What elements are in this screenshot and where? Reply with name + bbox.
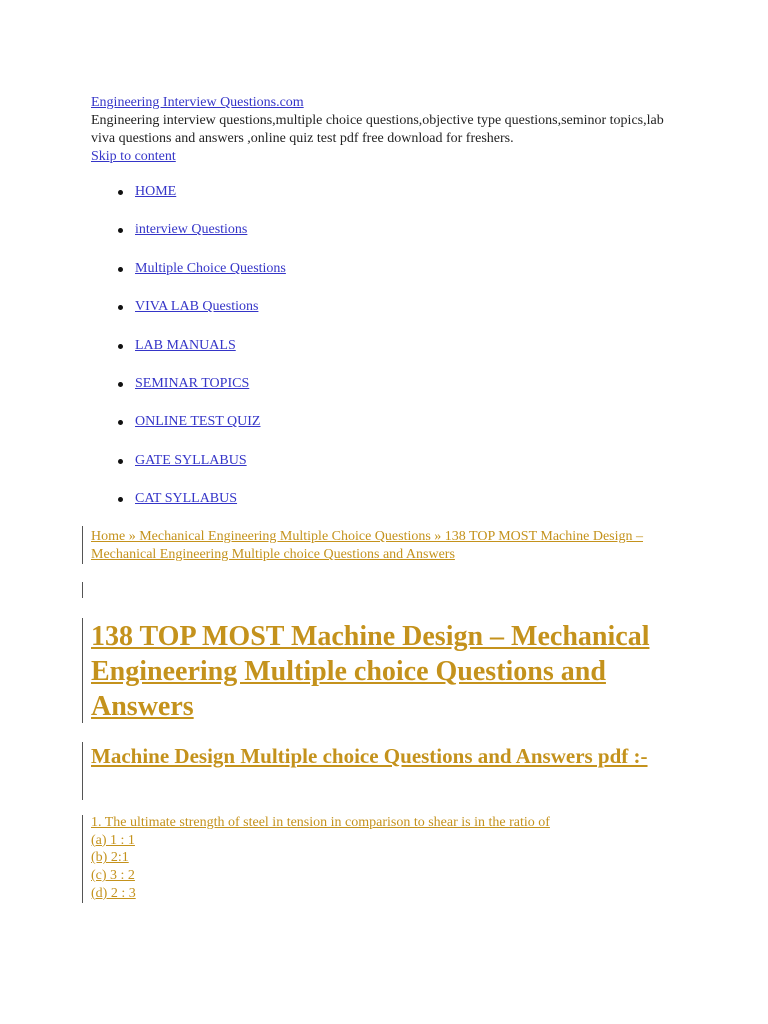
site-description: Engineering interview questions,multiple choice questions,objective type questions,seminor topics,lab viva questions and answers ,online quiz test pdf free download for freshers. bbox=[91, 113, 664, 146]
breadcrumb bbox=[91, 528, 686, 564]
bullet-icon bbox=[118, 305, 123, 310]
skip-to-content-link[interactable]: Skip to content bbox=[91, 149, 176, 164]
option-b: (b) 2:1 bbox=[91, 850, 129, 866]
page-title bbox=[91, 619, 651, 724]
nav-link[interactable]: interview Questions bbox=[135, 222, 248, 237]
divider bbox=[82, 582, 83, 598]
breadcrumb-link[interactable]: Home » Mechanical Engineering Multiple Choice Questions » 138 TOP MOST Machine Design – Mechanical Engineering Multiple choice Questions and Answers bbox=[91, 529, 644, 562]
nav-link[interactable]: VIVA LAB Questions bbox=[135, 299, 259, 314]
bullet-icon bbox=[118, 228, 123, 233]
question-text: 1. The ultimate strength of steel in tension in comparison to shear is in the ratio of bbox=[91, 815, 550, 830]
divider bbox=[82, 815, 83, 903]
bullet-icon bbox=[118, 420, 123, 425]
option-a: (a) 1 : 1 bbox=[91, 832, 135, 848]
divider bbox=[82, 618, 83, 723]
page-title-link[interactable]: 138 TOP MOST Machine Design – Mechanical Engineering Multiple choice Questions and Answers bbox=[91, 621, 650, 722]
bullet-icon bbox=[118, 497, 123, 502]
option-d: (d) 2 : 3 bbox=[91, 885, 136, 901]
bullet-icon bbox=[118, 459, 123, 464]
nav-link[interactable]: LAB MANUALS bbox=[135, 338, 236, 353]
site-header bbox=[91, 94, 671, 166]
bullet-icon bbox=[118, 190, 123, 195]
site-title-link[interactable]: Engineering Interview Questions.com bbox=[91, 95, 304, 110]
nav-link[interactable]: HOME bbox=[135, 184, 177, 199]
bullet-icon bbox=[118, 267, 123, 272]
section-heading bbox=[91, 742, 651, 770]
question-block bbox=[91, 814, 691, 903]
bullet-icon bbox=[118, 344, 123, 349]
nav-link[interactable]: CAT SYLLABUS bbox=[135, 491, 238, 506]
nav-link[interactable]: ONLINE TEST QUIZ bbox=[135, 414, 261, 429]
nav-link[interactable]: Multiple Choice Questions bbox=[135, 261, 286, 276]
section-heading-text: Machine Design Multiple choice Questions and Answers pdf :- bbox=[91, 744, 648, 768]
nav-link[interactable]: GATE SYLLABUS bbox=[135, 453, 247, 468]
divider bbox=[82, 742, 83, 800]
divider bbox=[82, 526, 83, 564]
nav-link[interactable]: SEMINAR TOPICS bbox=[135, 376, 250, 391]
option-c: (c) 3 : 2 bbox=[91, 868, 135, 884]
bullet-icon bbox=[118, 382, 123, 387]
